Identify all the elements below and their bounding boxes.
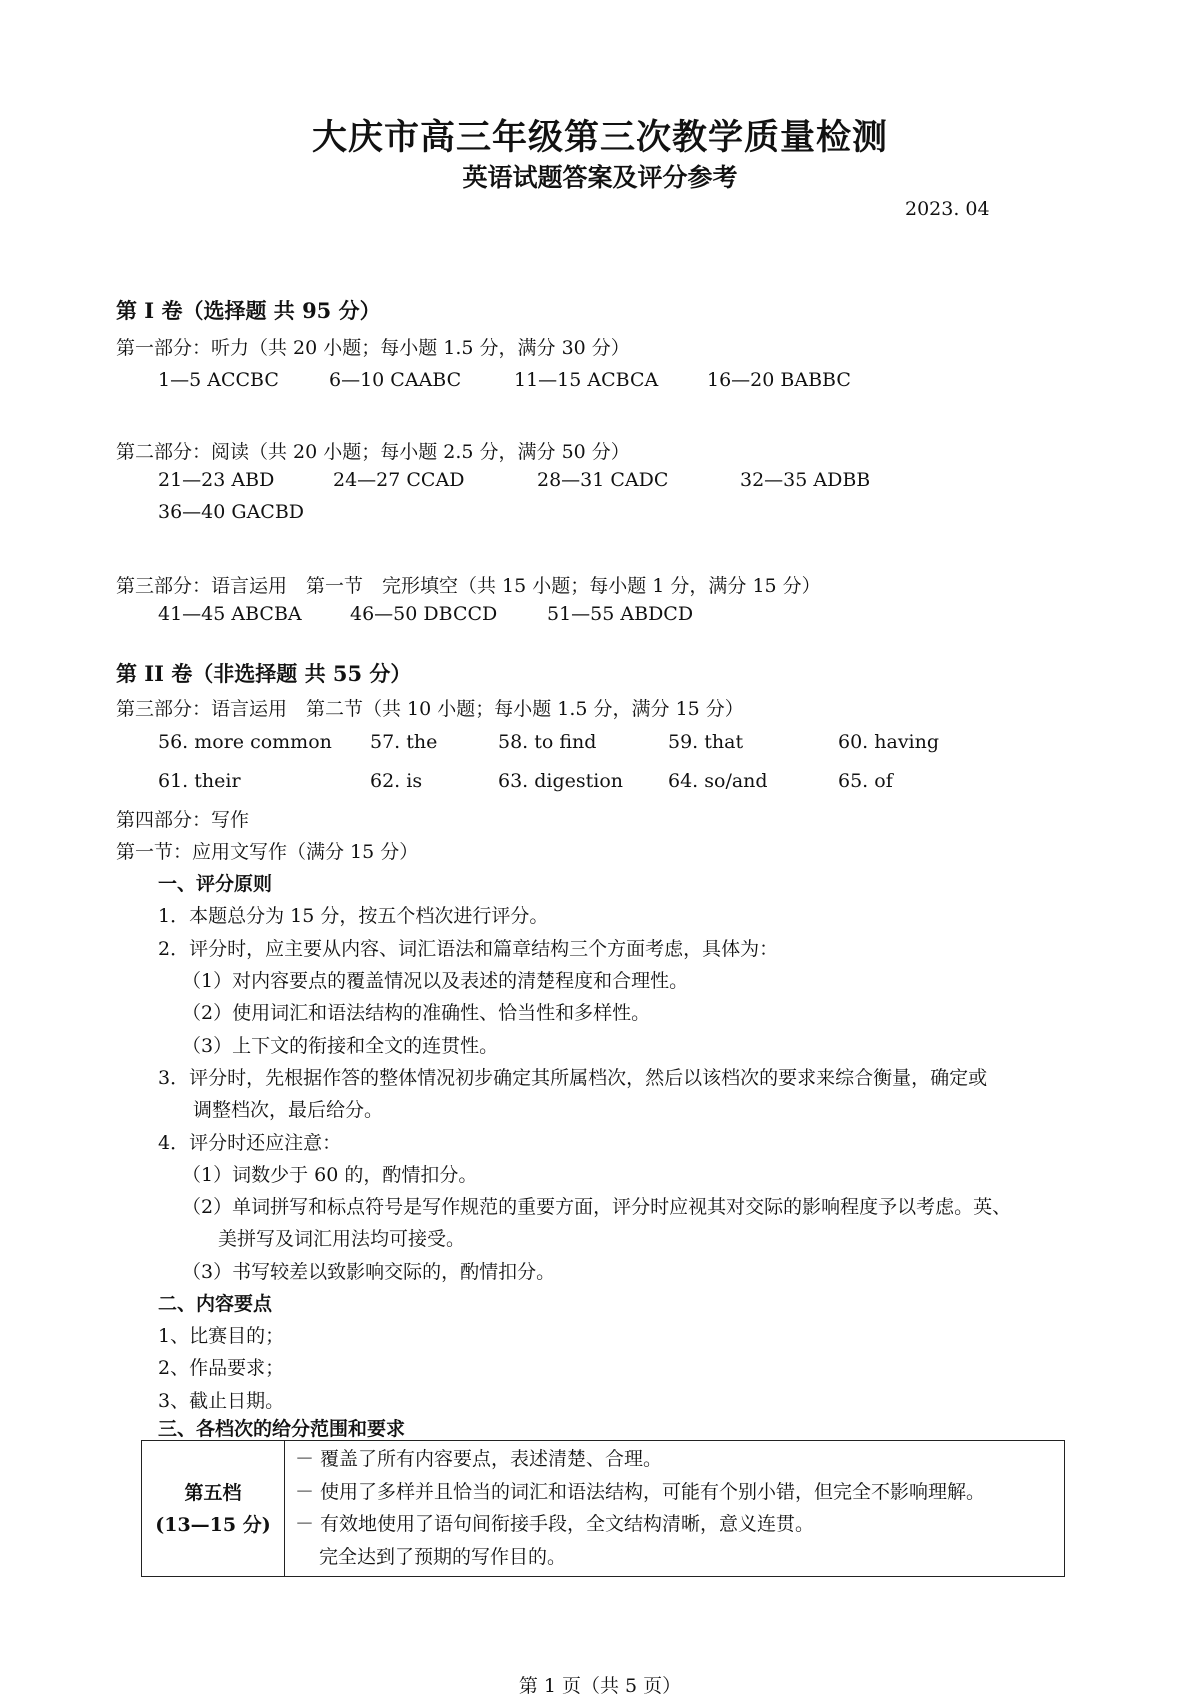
principle-4: 4．评分时还应注意： xyxy=(158,1132,342,1154)
principle-2: 2．评分时，应主要从内容、词汇语法和篇章结构三个方面考虑，具体为： xyxy=(158,938,779,960)
answer-group: 11—15 ACBCA xyxy=(514,369,659,391)
grade-requirements-cell xyxy=(285,1441,1065,1577)
principle-1: 1．本题总分为 15 分，按五个档次进行评分。 xyxy=(158,905,549,927)
answer-item: 56. more common xyxy=(158,731,332,753)
answer-item: 63. digestion xyxy=(498,770,624,792)
principle-2c: （3）上下文的衔接和全文的连贯性。 xyxy=(182,1035,499,1057)
grading-table xyxy=(141,1440,1065,1577)
cloze-label: 第三部分：语言运用 第一节 完形填空（共 15 小题；每小题 1 分，满分 15 分） xyxy=(116,575,821,597)
answer-group: 51—55 ABDCD xyxy=(547,603,694,625)
principle-4b: （2）单词拼写和标点符号是写作规范的重要方面，评分时应视其对交际的影响程度予以考虑。英、 xyxy=(182,1196,1012,1218)
answer-group: 41—45 ABCBA xyxy=(158,603,302,625)
writing-section1: 第一节：应用文写作（满分 15 分） xyxy=(116,841,419,863)
principle-3b: 调整档次，最后给分。 xyxy=(193,1099,384,1121)
principle-2b: （2）使用词汇和语法结构的准确性、恰当性和多样性。 xyxy=(182,1002,651,1024)
answer-item: 58. to find xyxy=(498,731,597,753)
vol1-heading: 第 I 卷（选择题 共 95 分） xyxy=(116,298,381,323)
principle-4c: （3）书写较差以致影响交际的，酌情扣分。 xyxy=(182,1261,556,1283)
grammar-label: 第三部分：语言运用 第二节（共 10 小题；每小题 1.5 分，满分 15 分） xyxy=(116,698,744,720)
answer-group: 32—35 ADBB xyxy=(740,469,871,491)
answer-item: 64. so/and xyxy=(668,770,768,792)
answer-group: 36—40 GACBD xyxy=(158,501,305,523)
grade-name: 第五档 xyxy=(184,1481,242,1504)
grade-level-cell xyxy=(142,1441,285,1577)
answer-group: 21—23 ABD xyxy=(158,469,275,491)
answer-item: 62. is xyxy=(370,770,423,792)
requirement-line: － 覆盖了所有内容要点，表述清楚、合理。 xyxy=(295,1448,663,1470)
page-subtitle: 英语试题答案及评分参考 xyxy=(462,163,738,192)
answer-group: 46—50 DBCCD xyxy=(350,603,498,625)
answer-item: 61. their xyxy=(158,770,241,792)
answer-item: 60. having xyxy=(838,731,940,753)
answer-group: 28—31 CADC xyxy=(537,469,669,491)
answer-group: 24—27 CCAD xyxy=(333,469,465,491)
writing-label: 第四部分：写作 xyxy=(116,809,250,831)
page-footer: 第 1 页（共 5 页） xyxy=(518,1675,682,1697)
requirement-line: － 有效地使用了语句间衔接手段，全文结构清晰，意义连贯。 xyxy=(295,1513,815,1535)
content-point: 1、比赛目的； xyxy=(158,1325,285,1347)
principle-2a: （1）对内容要点的覆盖情况以及表述的清楚程度和合理性。 xyxy=(182,970,689,992)
range-title: 三、各档次的给分范围和要求 xyxy=(158,1418,406,1440)
answer-item: 59. that xyxy=(668,731,744,753)
principle-4b-cont: 美拼写及词汇用法均可接受。 xyxy=(218,1228,466,1250)
answer-group: 1—5 ACCBC xyxy=(158,369,279,391)
answer-item: 65. of xyxy=(838,770,893,792)
answer-item: 57. the xyxy=(370,731,438,753)
listening-label: 第一部分：听力（共 20 小题；每小题 1.5 分，满分 30 分） xyxy=(116,337,630,359)
reading-label: 第二部分：阅读（共 20 小题；每小题 2.5 分，满分 50 分） xyxy=(116,441,630,463)
requirement-line: － 使用了多样并且恰当的词汇和语法结构，可能有个别小错，但完全不影响理解。 xyxy=(295,1480,986,1503)
answer-group: 6—10 CAABC xyxy=(329,369,462,391)
principles-title: 一、评分原则 xyxy=(158,873,273,895)
principle-4a: （1）词数少于 60 的，酌情扣分。 xyxy=(182,1164,478,1186)
vol2-heading: 第 II 卷（非选择题 共 55 分） xyxy=(116,661,412,686)
exam-date: 2023. 04 xyxy=(905,198,990,220)
points-title: 二、内容要点 xyxy=(158,1293,273,1315)
answer-group: 16—20 BABBC xyxy=(707,369,851,391)
content-point: 3、截止日期。 xyxy=(158,1390,285,1412)
requirement-line: 完全达到了预期的写作目的。 xyxy=(319,1545,567,1568)
principle-3a: 3．评分时，先根据作答的整体情况初步确定其所属档次，然后以该档次的要求来综合衡量，确定或 xyxy=(158,1067,988,1089)
grade-range: (13—15 分) xyxy=(155,1513,271,1536)
table-row xyxy=(142,1441,1065,1577)
content-point: 2、作品要求； xyxy=(158,1357,285,1379)
page-title: 大庆市高三年级第三次教学质量检测 xyxy=(311,117,888,158)
